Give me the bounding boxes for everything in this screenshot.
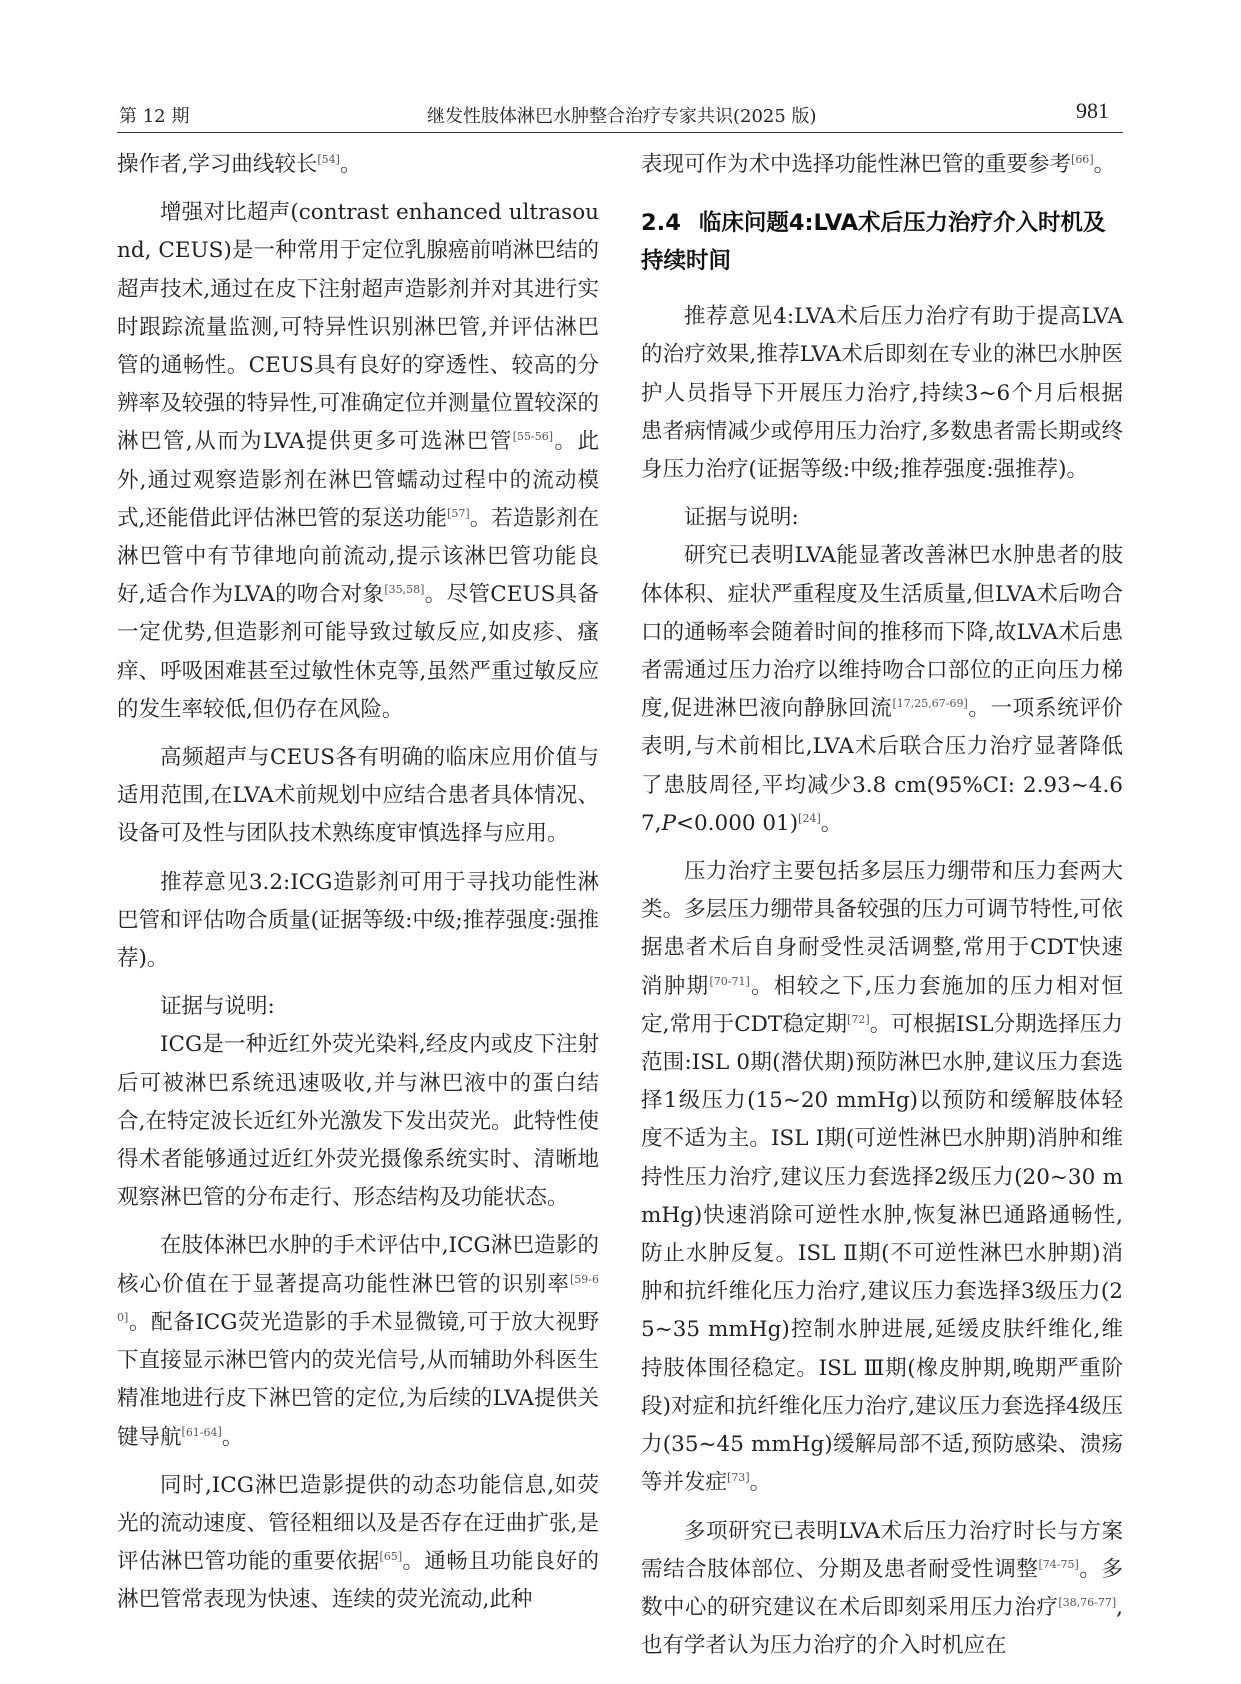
citation: [ $^{24}$ ] [798, 812, 821, 825]
citation: [ $^{70-71}$ ] [709, 975, 749, 988]
paragraph: 操作者,学习曲线较长[ $^{54}$ ] 。 [117, 146, 599, 184]
paragraph: 多项研究已表明LVA术后压力治疗时长与方案需结合肢体部位、分期及患者耐受性调整[ $^{74-75}$ ] 。多数中心的研究建议在术后即刻采用压力治疗[ $^{38,76-77}$ ] ,也有学者认为压力治疗的介入时机应在 [641, 1513, 1123, 1666]
paragraph: 高频超声与CEUS各有明确的临床应用价值与适用范围,在LVA术前规划中应结合患者具体情况、设备可及性与团队技术熟练度审慎选择与应用。 [117, 745, 599, 847]
paragraph: 在肢体淋巴水肿的手术评估中,ICG淋巴造影的核心价值在于显著提高功能性淋巴管的识别率[ $^{59-60}$ ] 。配备ICG荧光造影的手术显微镜,可于放大视野下直接显示淋巴管内的荧光信号,从而辅助外科医生精准地进行皮下淋巴管的定位,为后续的LVA提供关键导航[ $^{61-64}$ ] 。 [117, 1227, 599, 1456]
paragraph: 表现可作为术中选择功能性淋巴管的重要参考[ $^{66}$ ] 。 [641, 146, 1123, 184]
paragraph: ICG是一种近红外荧光染料,经皮内或皮下注射后可被淋巴系统迅速吸收,并与淋巴液中的蛋白结合,在特定波长近红外光激发下发出荧光。此特性使得术者能够通过近红外荧光摄像系统实时、清晰地观察淋巴管的分布走行、形态结构及功能状态。 [117, 1032, 599, 1211]
section-heading [641, 204, 1123, 280]
paragraph: 同时,ICG淋巴造影提供的动态功能信息,如荧光的流动速度、管径粗细以及是否存在迂曲扩张,是评估淋巴管功能的重要依据[ $^{65}$ ] 。通畅且功能良好的淋巴管常表现为快速、连续的荧光流动,此种 [117, 1467, 599, 1620]
citation: [ $^{61-64}$ ] [182, 1425, 222, 1438]
citation: [ $^{74-75}$ ] [1039, 1558, 1079, 1571]
paragraph: 增强对比超声(contrast enhanced ultrasound, CEUS)是一种常用于定位乳腺癌前哨淋巴结的超声技术,通过在皮下注射超声造影剂并对其进行实时跟踪流量监测,可特异性识别淋巴管,并评估淋巴管的通畅性。CEUS具有良好的穿透性、较高的分辨率及较强的特异性,可准确定位并测量位置较深的淋巴管,从而为LVA提供更多可选淋巴管[ $^{55-56}$ ] 。此外,通过观察造影剂在淋巴管蠕动过程中的流动模式,还能借此评估淋巴管的泵送功能[ $^{57}$ ] 。若造影剂在淋巴管中有节律地向前流动,提示该淋巴管功能良好,适合作为LVA的吻合对象[ $^{35,58}$ ] 。尽管CEUS具备一定优势,但造影剂可能导致过敏反应,如皮疹、瘙痒、呼吸困难甚至过敏性休克等,虽然严重过敏反应的发生率较低,但仍存在风险。 [117, 194, 599, 729]
citation: [ $^{66}$ ] [1071, 153, 1094, 166]
paragraph: 压力治疗主要包括多层压力绷带和压力套两大类。多层压力绷带具备较强的压力可调节特性,可依据患者术后自身耐受性灵活调整,常用于CDT快速消肿期[ $^{70-71}$ ] 。相较之下,压力套施加的压力相对恒定,常用于CDT稳定期[ $^{72}$ ] 。可根据ISL分期选择压力范围:ISL 0期(潜伏期)预防淋巴水肿,建议压力套选择1级压力(15~20 mmHg)以预防和缓解肢体轻度不适为主。ISL Ⅰ期(可逆性淋巴水肿期)消肿和维持性压力治疗,建议压力套选择2级压力(20~30 mmHg)快速消除可逆性水肿,恢复淋巴通路通畅性,防止水肿反复。ISL Ⅱ期(不可逆性淋巴水肿期)消肿和抗纤维化压力治疗,建议压力套选择3级压力(25~35 mmHg)控制水肿进展,延缓皮肤纤维化,维持肢体围径稳定。ISL Ⅲ期(橡皮肿期,晚期严重阶段)对症和抗纤维化压力治疗,建议压力套选择4级压力(35~45 mmHg)缓解局部不适,预防感染、溃疡等并发症[ $^{73}$ ] 。 [641, 853, 1123, 1502]
running-title: 继发性肢体淋巴水肿整合治疗专家共识(2025 版) [427, 106, 817, 127]
citation: [ $^{35,58}$ ] [384, 583, 424, 596]
evidence-heading: 证据与说明: [160, 994, 275, 1020]
recommendation: 推荐意见4:LVA术后压力治疗有助于提高LVA的治疗效果,推荐LVA术后即刻在专业的淋巴水肿医护人员指导下开展压力治疗,持续3~6个月后根据患者病情减少或停用压力治疗,多数患者需长期或终身压力治疗(证据等级:中级;推荐强度:强推荐)。 [641, 304, 1123, 483]
section-title: 临床问题4:LVA术后压力治疗介入时机及持续时间 [641, 210, 1106, 275]
citation: [ $^{73}$ ] [727, 1471, 750, 1484]
issue-number: 第 12 期 [119, 106, 190, 127]
citation: [ $^{57}$ ] [447, 507, 470, 520]
citation: [ $^{17,25,67-69}$ ] [892, 697, 967, 710]
section-number: 2.4 [641, 210, 681, 237]
citation: [ $^{72}$ ] [847, 1013, 870, 1026]
citation: [ $^{55-56}$ ] [513, 430, 553, 443]
running-header [117, 92, 1123, 133]
citation: [ $^{54}$ ] [317, 153, 340, 166]
citation: [ $^{38,76-77}$ ] [1058, 1596, 1116, 1609]
citation: [ $^{65}$ ] [380, 1550, 403, 1563]
right-column [641, 146, 1123, 1665]
paragraph: 研究已表明LVA能显著改善淋巴水肿患者的肢体体积、症状严重程度及生活质量,但LVA术后吻合口的通畅率会随着时间的推移而下降,故LVA术后患者需通过压力治疗以维持吻合口部位的正向压力梯度,促进淋巴液向静脉回流[ $^{17,25,67-69}$ ] 。一项系统评价表明,与术前相比,LVA术后联合压力治疗显著降低了患肢周径,平均减少3.8 cm(95%CI: 2.93~4.67,P<0.000 01)[ $^{24}$ ] 。 [641, 537, 1123, 843]
recommendation: 推荐意见3.2:ICG造影剂可用于寻找功能性淋巴管和评估吻合质量(证据等级:中级;推荐强度:强推荐)。 [117, 869, 599, 972]
left-column [117, 146, 599, 1620]
page-number: 981 [1076, 98, 1109, 123]
evidence-heading: 证据与说明: [684, 505, 799, 531]
citation: [ $^{59-60}$ ] [117, 1273, 599, 1324]
